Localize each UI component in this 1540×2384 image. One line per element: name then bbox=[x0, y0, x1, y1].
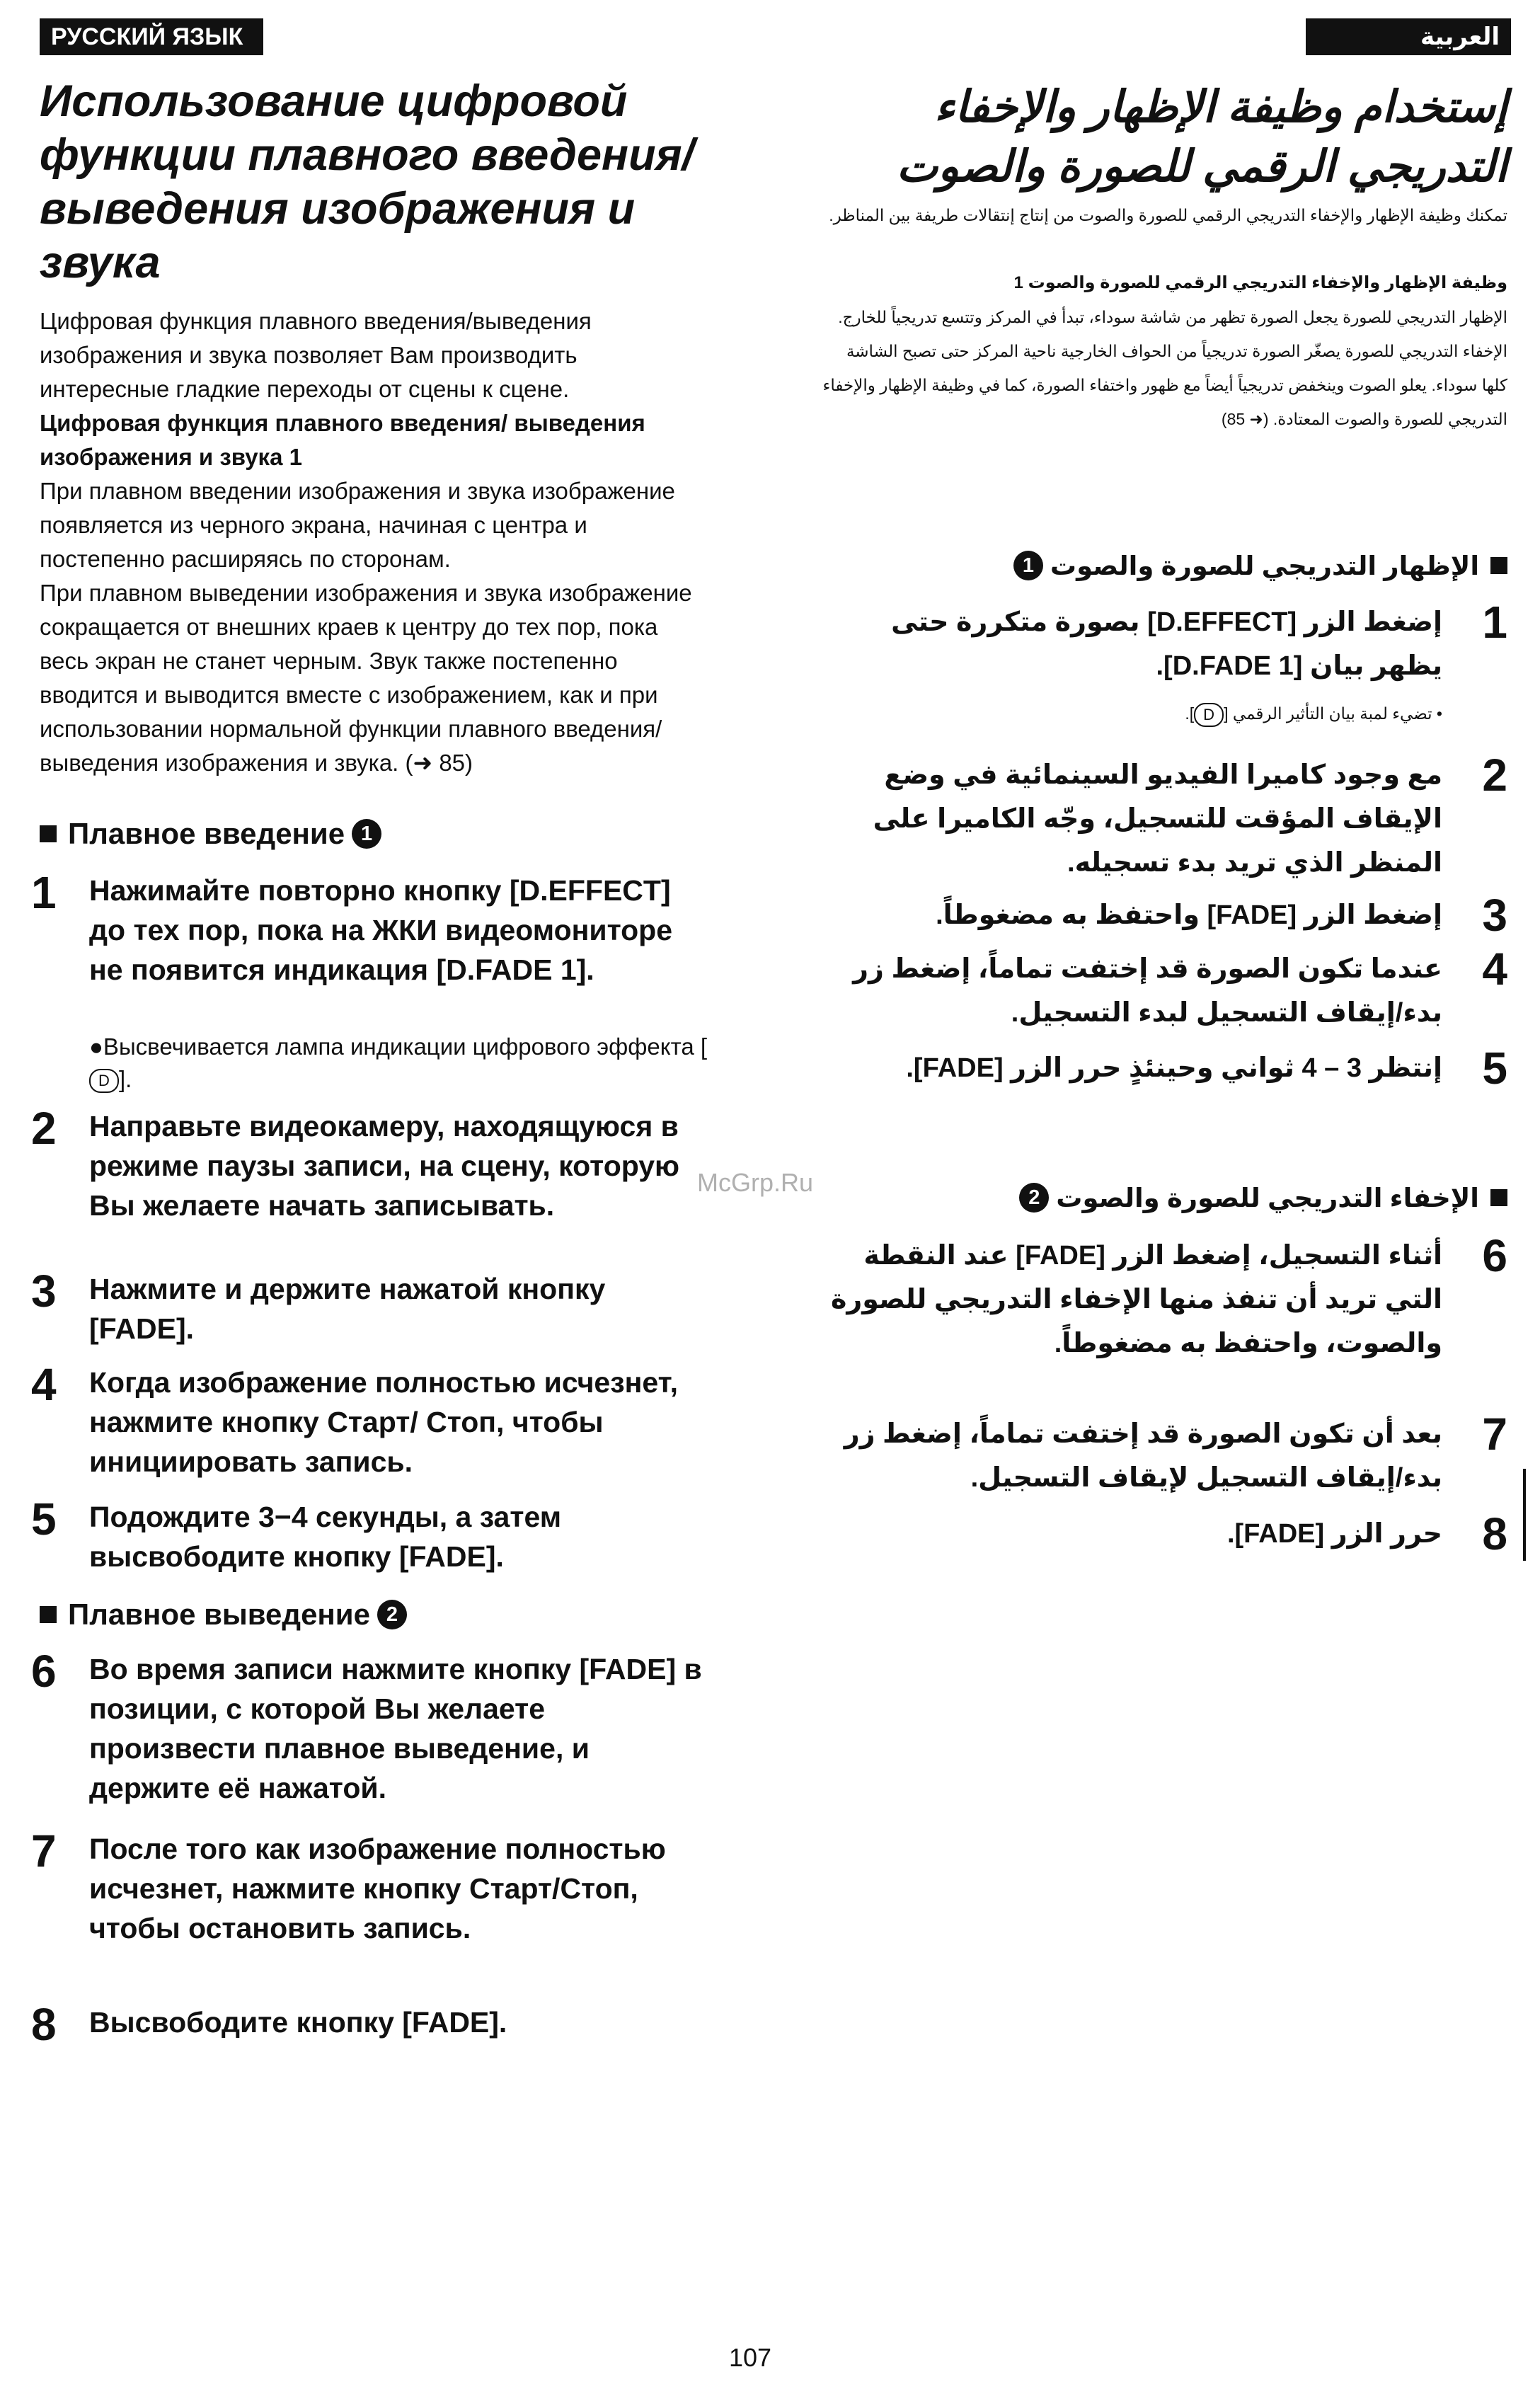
step-number: 5 bbox=[31, 1494, 57, 1545]
section-heading-fade-out-arabic: الإخفاء التدريجي للصورة والصوت2 bbox=[1019, 1179, 1507, 1218]
step-1-arabic bbox=[814, 597, 1507, 688]
page-title-arabic: إستخدام وظيفة الإظهار والإخفاء التدريجي الرقمي للصورة والصوت bbox=[896, 83, 1507, 191]
section-square-icon bbox=[40, 1606, 57, 1623]
section-square-icon bbox=[40, 825, 57, 842]
step-text: После того как изображение полностью исчезнет, нажмите кнопку Старт/Стоп, чтобы остановить запись. bbox=[89, 1833, 666, 1944]
step-number: 1 bbox=[31, 867, 57, 918]
step-text: Нажимайте повторно кнопку [D.EFFECT] до тех пор, пока на ЖКИ видеомониторе не появится индикация [D.FADE 1]. bbox=[89, 874, 673, 986]
step-number: 3 bbox=[31, 1266, 57, 1317]
step-text: إنتظر 3 – 4 ثواني وحينئذٍ حرر الزر [FADE]. bbox=[906, 1053, 1442, 1083]
fade-in-paragraph-russian: При плавном введении изображения и звука изображение появляется из черного экрана, начиная с центра и постепенно расширяясь по сторонам. bbox=[40, 478, 675, 572]
step-text: حرر الزر [FADE]. bbox=[1226, 1519, 1442, 1549]
circled-one-icon: 1 bbox=[1013, 551, 1043, 580]
step-6-russian bbox=[31, 1646, 711, 1808]
circled-one-icon: 1 bbox=[352, 819, 381, 849]
step-number: 6 bbox=[1482, 1230, 1507, 1281]
step-8-russian bbox=[31, 1999, 711, 2050]
circled-two-icon: 2 bbox=[1019, 1183, 1049, 1213]
step-number: 5 bbox=[1482, 1043, 1507, 1094]
section-square-icon bbox=[1490, 557, 1507, 574]
step-number: 8 bbox=[1482, 1508, 1507, 1559]
step-number: 7 bbox=[1482, 1409, 1507, 1460]
section-heading-fade-out-russian: Плавное выведение 2 bbox=[40, 1595, 407, 1634]
language-tag-arabic: العربية bbox=[1306, 18, 1511, 55]
step-3-arabic bbox=[814, 890, 1507, 941]
step-text: بعد أن تكون الصورة قد إختفت تماماً، إضغط زر بدء/إيقاف التسجيل لإيقاف التسجيل. bbox=[844, 1419, 1442, 1493]
page-number: 107 bbox=[729, 2343, 772, 2372]
step-5-arabic bbox=[814, 1043, 1507, 1094]
step-number: 4 bbox=[31, 1359, 57, 1410]
step-number: 1 bbox=[1482, 597, 1507, 648]
step-text: مع وجود كاميرا الفيديو السينمائية في وضع الإيقاف المؤقت للتسجيل، وجّه الكاميرا على المنظر الذي تريد بدء تسجيله. bbox=[873, 760, 1442, 878]
intro-paragraph-russian: Цифровая функция плавного введения/выведения изображения и звука позволяет Вам производить интересные гладкие переходы от сцены к сцене. bbox=[40, 308, 592, 402]
step-number: 7 bbox=[31, 1826, 57, 1876]
step-number: 3 bbox=[1482, 890, 1507, 941]
circled-two-icon: 2 bbox=[377, 1600, 407, 1629]
section-heading-fade-in-russian: Плавное введение 1 bbox=[40, 814, 381, 854]
step-7-arabic bbox=[814, 1409, 1507, 1500]
subheading-arabic: وظيفة الإظهار والإخفاء التدريجي الرقمي للصورة والصوت 1 bbox=[1013, 273, 1507, 292]
subheading-russian: Цифровая функция плавного введения/ выведения изображения и звука 1 bbox=[40, 410, 645, 470]
step-4-russian bbox=[31, 1359, 711, 1482]
step-text: أثناء التسجيل، إضغط الزر [FADE] عند النقطة التي تريد أن تنفذ منها الإخفاء التدريجي للصورة والصوت، واحتفظ به مضغوطاً. bbox=[830, 1241, 1442, 1358]
step-6-arabic bbox=[814, 1230, 1507, 1365]
step-number: 8 bbox=[31, 1999, 57, 2050]
watermark: McGrp.Ru bbox=[697, 1168, 814, 1197]
step-text: عندما تكون الصورة قد إختفت تماماً، إضغط زر بدء/إيقاف التسجيل لبدء التسجيل. bbox=[853, 954, 1442, 1028]
step-text: Высвободите кнопку [FADE]. bbox=[89, 2006, 507, 2039]
digital-effect-lamp-icon: D bbox=[89, 1069, 119, 1093]
step-text: Во время записи нажмите кнопку [FADE] в позиции, с которой Вы желаете произвести плавное выведение, и держите её нажатой. bbox=[89, 1653, 702, 1804]
step-text: إضغط الزر [FADE] واحتفظ به مضغوطاً. bbox=[936, 900, 1442, 930]
step-text: Нажмите и держите нажатой кнопку [FADE]. bbox=[89, 1273, 606, 1345]
step-2-russian bbox=[31, 1103, 711, 1225]
page-title-russian: Использование цифровой функции плавного введения/выведения изображения и звука bbox=[40, 76, 695, 287]
step-text: Подождите 3−4 секунды, а затем высвободите кнопку [FADE]. bbox=[89, 1501, 562, 1573]
section-square-icon bbox=[1490, 1189, 1507, 1206]
step-3-russian bbox=[31, 1266, 711, 1348]
section-heading-fade-in-arabic: الإظهار التدريجي للصورة والصوت1 bbox=[1013, 546, 1507, 586]
step-7-russian bbox=[31, 1826, 711, 1948]
description-paragraph-arabic: الإظهار التدريجي للصورة يجعل الصورة تظهر من شاشة سوداء، تبدأ في المركز وتتسع تدريجياً للخارج. الإخفاء التدريجي للصورة يصغّر الصورة تدريجياً من الحواف الخارجية ناحية المركز حتى تصبح الشاشة كلها سوداء. يعلو الصوت وينخفض تدريجياً أيضاً مع ظهور واختفاء الصورة، كما في وظيفة الإظهار والإخفاء التدريجي للصورة والصوت المعتادة. (➜ 85) bbox=[822, 308, 1507, 428]
step-number: 4 bbox=[1482, 944, 1507, 995]
language-tag-russian: РУССКИЙ ЯЗЫК bbox=[40, 18, 263, 55]
fade-out-paragraph-russian: При плавном выведении изображения и звука изображение сокращается от внешних краев к центру до тех пор, пока весь экран не станет черным. Звук также постепенно вводится и выводится вместе с изображением, как и при использовании нормальной функции плавного введения/выведения изображения и звука. (➜ 85) bbox=[40, 580, 692, 776]
step-text: إضغط الزر [D.EFFECT] بصورة متكررة حتى يظهر بيان [D.FADE 1]. bbox=[891, 607, 1442, 681]
step-1-russian bbox=[31, 867, 711, 990]
step-number: 2 bbox=[1482, 750, 1507, 801]
step-4-arabic bbox=[814, 944, 1507, 1035]
margin-rule bbox=[1523, 1469, 1526, 1561]
step-5-russian bbox=[31, 1494, 711, 1576]
step-text: Когда изображение полностью исчезнет, нажмите кнопку Старт/ Стоп, чтобы инициировать запись. bbox=[89, 1366, 679, 1478]
intro-paragraph-arabic: تمكنك وظيفة الإظهار والإخفاء التدريجي الرقمي للصورة والصوت من إنتاج إنتقالات طريفة بين المناظر. bbox=[829, 206, 1507, 224]
step-1-note-arabic: • تضيء لمبة بيان التأثير الرقمي [D]. bbox=[820, 699, 1442, 728]
step-1-note-russian: ●Высвечивается лампа индикации цифрового эффекта [D ]. bbox=[89, 1033, 708, 1092]
step-number: 2 bbox=[31, 1103, 57, 1154]
step-2-arabic bbox=[814, 750, 1507, 885]
digital-effect-lamp-icon: D bbox=[1194, 703, 1224, 727]
step-number: 6 bbox=[31, 1646, 57, 1697]
step-text: Направьте видеокамеру, находящуюся в режиме паузы записи, на сцену, которую Вы желаете начать записывать. bbox=[89, 1110, 680, 1222]
step-8-arabic bbox=[814, 1508, 1507, 1559]
